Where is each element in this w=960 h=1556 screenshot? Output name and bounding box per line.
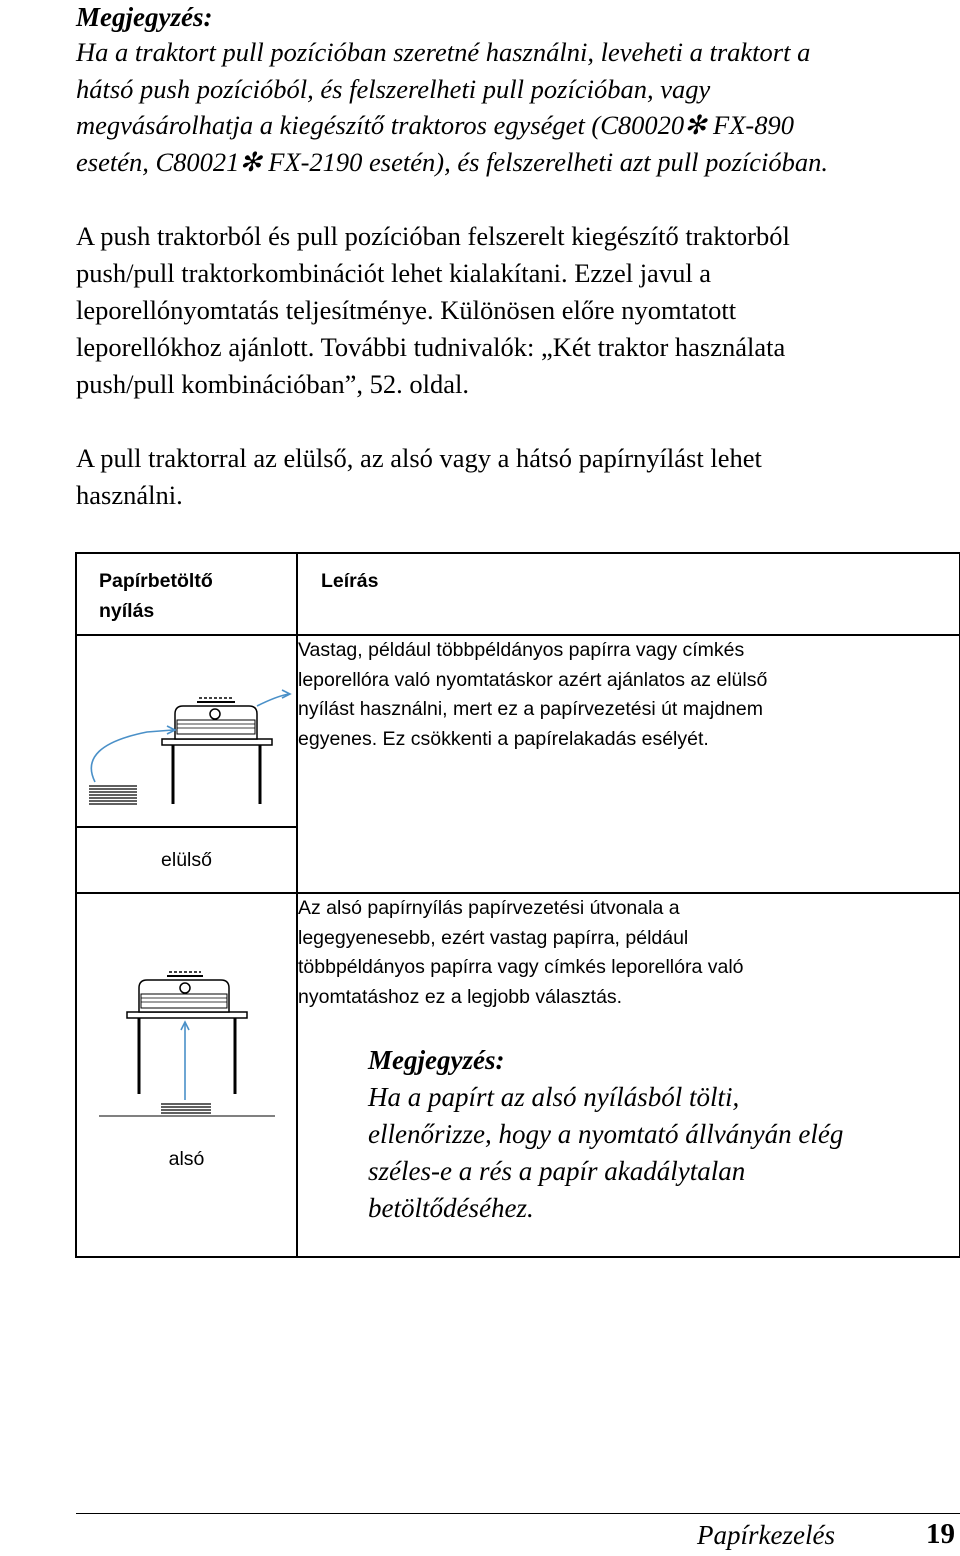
table-row-front-image [76, 635, 960, 827]
paragraph-push-pull [76, 218, 936, 403]
table-row-bottom [76, 893, 960, 1257]
note-top-title: Megjegyzés: [76, 2, 213, 32]
table-header-description [297, 553, 960, 635]
slot-label-bottom: alsó [168, 1148, 205, 1170]
description-line: többpéldányos papírra vagy címkés leporellóra való [298, 956, 744, 978]
bottom-note-line: betöltődéséhez. [368, 1193, 534, 1223]
printer-front-feed-icon [77, 636, 296, 826]
slot-label-front: elülső [76, 827, 297, 893]
description-line: nyílást használni, mert ez a papírvezetési út majdnem [298, 698, 763, 720]
description-line: leporellóra való nyomtatáskor azért ajánlatos az elülső [298, 668, 768, 691]
footer-section-title: Papírkezelés [697, 1520, 835, 1550]
header-text: Papírbetöltő [99, 570, 213, 592]
note-top-line: esetén, C80021✻ FX-2190 esetén), és felszerelheti azt pull pozícióban. [76, 146, 829, 177]
bottom-note-line: széles-e a rés a papír akadálytalan [368, 1156, 746, 1186]
note-top-line: megvásárolhatja a kiegészítő traktoros egységet (C80020✻ FX-890 [76, 110, 794, 140]
table-header-slot [76, 553, 297, 635]
paragraph-line: A push traktorból és pull pozícióban felszerelt kiegészítő traktorból [76, 221, 790, 251]
description-line: Vastag, például többpéldányos papírra vagy címkés [298, 639, 745, 661]
bottom-note-line: Ha a papírt az alsó nyílásból tölti, [368, 1082, 740, 1112]
table-header-row [76, 553, 960, 635]
bottom-feed-note [368, 1042, 959, 1227]
paragraph-pull-slots [76, 440, 936, 514]
paragraph-line: push/pull traktorkombinációt lehet kialakítani. Ezzel javul a [76, 258, 712, 288]
paper-slot-table [75, 552, 960, 1258]
bottom-note-title: Megjegyzés: [368, 1045, 505, 1075]
bottom-note-line: ellenőrizze, hogy a nyomtató állványán elég [368, 1119, 844, 1149]
bottom-feed-description [297, 893, 960, 1257]
note-top-line: hátsó push pozícióból, és felszerelheti pull pozícióban, vagy [76, 73, 711, 104]
paragraph-line: használni. [76, 480, 183, 510]
printer-bottom-feed-icon [77, 954, 296, 1154]
front-feed-description [297, 635, 960, 893]
bottom-feed-illustration [76, 893, 297, 1257]
paragraph-line: leporellókhoz ajánlott. További tudnivalók: „Két traktor használata [76, 332, 786, 362]
description-line: legegyenesebb, ezért vastag papírra, például [298, 926, 689, 949]
description-line: egyenes. Ez csökkenti a papírelakadás esélyét. [298, 727, 709, 750]
description-line: nyomtatáshoz ez a legjobb választás. [298, 985, 623, 1008]
paragraph-line: A pull traktorral az elülső, az alsó vagy a hátsó papírnyílást lehet [76, 443, 762, 473]
note-top [76, 0, 946, 180]
description-line: Az alsó papírnyílás papírvezetési útvonala a [298, 897, 680, 919]
front-feed-illustration [76, 635, 297, 827]
paragraph-line: push/pull kombinációban”, 52. oldal. [76, 369, 470, 399]
note-top-line: Ha a traktort pull pozícióban szeretné használni, leveheti a traktort a [76, 37, 811, 67]
header-text: nyílás [99, 600, 155, 622]
paragraph-line: leporellónyomtatás teljesítménye. Különösen előre nyomtatott [76, 295, 737, 325]
footer-page-number: 19 [926, 1518, 955, 1550]
header-text: Leírás [321, 570, 379, 592]
footer-divider [76, 1513, 960, 1514]
